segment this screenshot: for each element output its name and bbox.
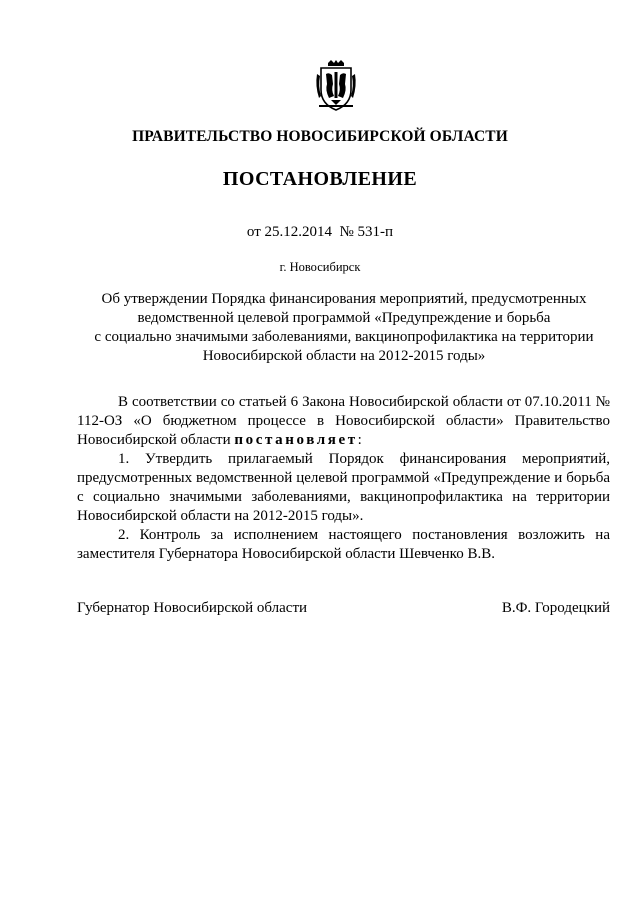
document-body — [77, 393, 610, 564]
decree-suffix: : — [357, 432, 362, 448]
document-title — [78, 290, 610, 366]
organization-name: ПРАВИТЕЛЬСТВО НОВОСИБИРСКОЙ ОБЛАСТИ — [132, 128, 508, 145]
intro-text: В соответствии со статьей 6 Закона Новосибирской области от 07.10.2011 № 112-ОЗ «О бюджетном процессе в Новосибирской области» Правительство Новосибирской области — [77, 394, 610, 448]
document-type: ПОСТАНОВЛЕНИЕ — [222, 168, 418, 190]
signatory-position: Губернатор Новосибирской области — [77, 600, 308, 616]
document-date-number: от 25.12.2014 № 531-п — [246, 224, 394, 240]
title-line: Об утверждении Порядка финансирования мероприятий, предусмотренных — [101, 291, 587, 307]
title-line: Новосибирской области на 2012-2015 годы» — [202, 348, 486, 364]
item-2-paragraph: 2. Контроль за исполнением настоящего постановления возложить на заместителя Губернатора Новосибирской области Шевченко В.В. — [77, 527, 610, 562]
intro-paragraph — [77, 393, 610, 450]
title-line: ведомственной целевой программой «Предупреждение и борьба — [137, 310, 551, 326]
item-1-paragraph: 1. Утвердить прилагаемый Порядок финансирования мероприятий, предусмотренных ведомственной целевой программой «Предупреждение и борьба с социально значимыми заболеваниями, вакцинопрофилактика на территории Новосибирской области на 2012-2015 годы». — [77, 451, 610, 524]
document-city: г. Новосибирск — [279, 260, 361, 274]
decree-word: постановляет — [234, 432, 358, 448]
signatory-name: В.Ф. Городецкий — [501, 600, 610, 616]
coat-of-arms-icon — [315, 60, 357, 112]
title-line: с социально значимыми заболеваниями, вакцинопрофилактика на территории — [94, 329, 594, 345]
